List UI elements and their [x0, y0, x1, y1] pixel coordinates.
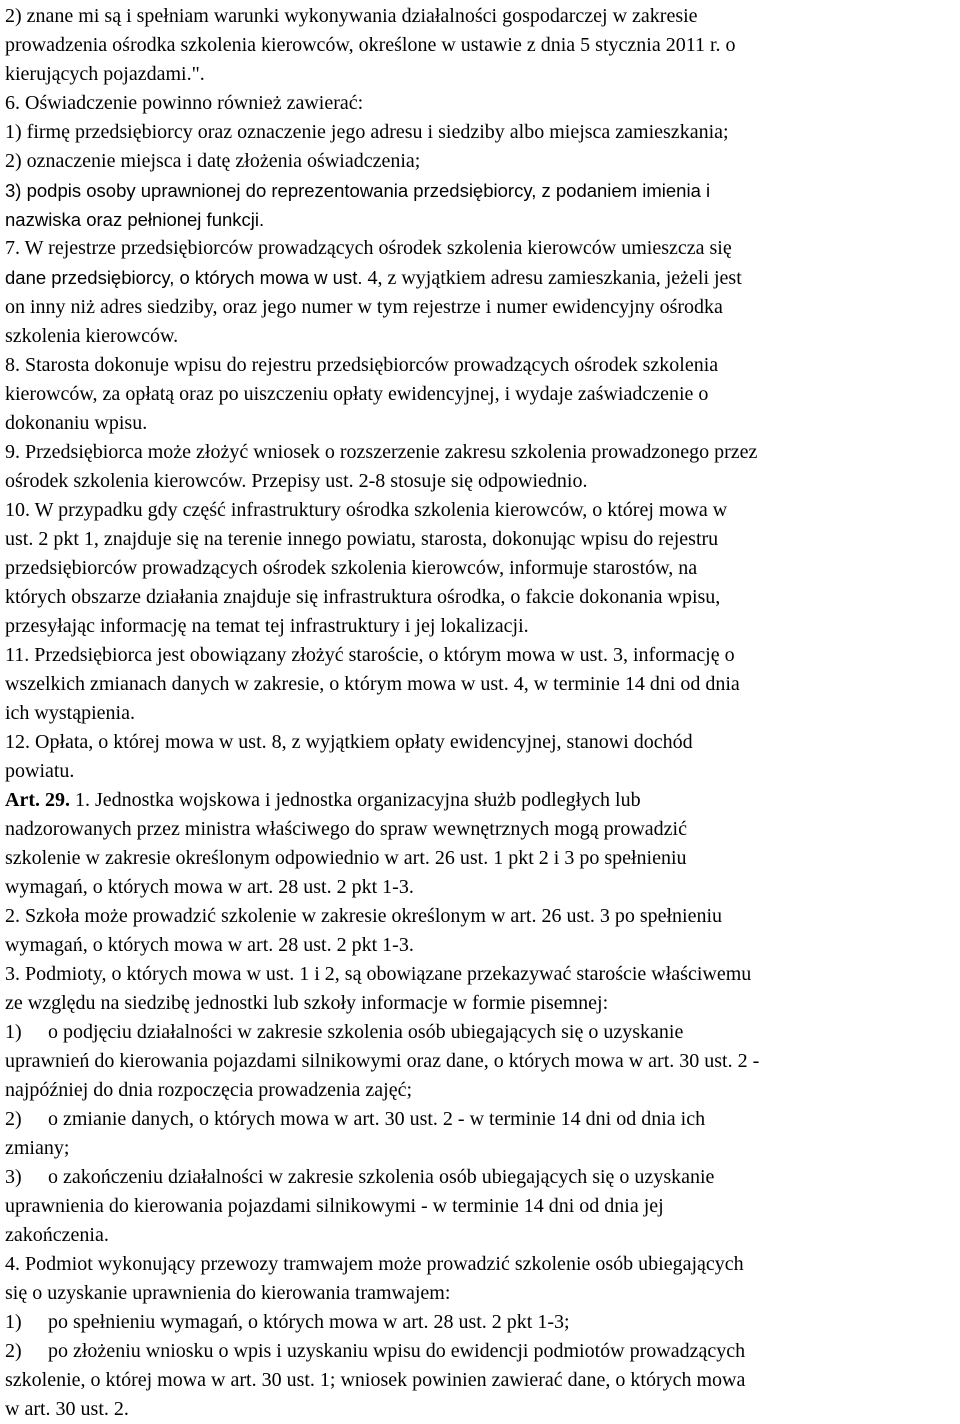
text-line: w art. 30 ust. 2.: [5, 1398, 129, 1420]
list-number: 2): [5, 1340, 22, 1362]
text-line: nadzorowanych przez ministra właściwego do spraw wewnętrznych mogą prowadzić: [5, 818, 687, 840]
list-number: 3): [5, 1166, 22, 1188]
text-line: których obszarze działania znajduje się infrastruktura ośrodka, o fakcie dokonania wpisu,: [5, 586, 721, 608]
text-line: szkolenia kierowców.: [5, 325, 179, 347]
text-line: [5, 1163, 952, 1192]
list-text: po złożeniu wniosku o wpis i uzyskaniu wpisu do ewidencji podmiotów prowadzących: [48, 1340, 746, 1362]
text-line: 12. Opłata, o której mowa w ust. 8, z wyjątkiem opłaty ewidencyjnej, stanowi dochód: [5, 731, 693, 753]
text-line: wszelkich zmianach danych w zakresie, o którym mowa w ust. 4, w terminie 14 dni od dnia: [5, 673, 740, 695]
text-line: przesyłając informację na temat tej infrastruktury i jej lokalizacji.: [5, 615, 529, 637]
text-line: zmiany;: [5, 1137, 70, 1159]
text-line: 6. Oświadczenie powinno również zawierać:: [5, 92, 364, 114]
text-line: 10. W przypadku gdy część infrastruktury ośrodka szkolenia kierowców, o której mowa w: [5, 499, 728, 521]
list-text: o zakończeniu działalności w zakresie szkolenia osób ubiegających się o uzyskanie: [48, 1166, 715, 1188]
text-line: 2) znane mi są i spełniam warunki wykonywania działalności gospodarczej w zakresie: [5, 5, 698, 27]
text-line: [5, 1308, 952, 1337]
text-line: 2. Szkoła może prowadzić szkolenie w zakresie określonym w art. 26 ust. 3 po spełnieniu: [5, 905, 723, 927]
text-line: 11. Przedsiębiorca jest obowiązany złożyć staroście, o którym mowa w ust. 3, informację o: [5, 644, 735, 666]
text-line: uprawnień do kierowania pojazdami silnikowymi oraz dane, o których mowa w art. 30 ust. 2 -: [5, 1050, 760, 1072]
text-fragment: dane przedsiębiorcy, o których mowa w ust.: [5, 267, 363, 288]
text-line: 2) oznaczenie miejsca i datę złożenia oświadczenia;: [5, 150, 421, 172]
text-line: dane przedsiębiorcy, o których mowa w ust. 4, z wyjątkiem adresu zamieszkania, jeżeli jest: [5, 267, 742, 289]
list-text: po spełnieniu wymagań, o których mowa w art. 28 ust. 2 pkt 1-3;: [48, 1311, 570, 1333]
text-line: ich wystąpienia.: [5, 702, 135, 724]
text-line: kierowców, za opłatą oraz po uiszczeniu opłaty ewidencyjnej, i wydaje zaświadczenie o: [5, 383, 709, 405]
list-number: 1): [5, 1021, 22, 1043]
text-line: wymagań, o których mowa w art. 28 ust. 2 pkt 1-3.: [5, 876, 414, 898]
text-line: [5, 1018, 952, 1047]
text-line: [5, 1105, 952, 1134]
text-line: 9. Przedsiębiorca może złożyć wniosek o rozszerzenie zakresu szkolenia prowadzonego przez: [5, 441, 758, 463]
text-line: 3. Podmioty, o których mowa w ust. 1 i 2, są obowiązane przekazywać staroście właściwemu: [5, 963, 752, 985]
text-line: dokonaniu wpisu.: [5, 412, 148, 434]
text-line: powiatu.: [5, 760, 75, 782]
text-line: ust. 2 pkt 1, znajduje się na terenie innego powiatu, starosta, dokonując wpisu do rejestru: [5, 528, 719, 550]
text-line: zakończenia.: [5, 1224, 109, 1246]
text-line: prowadzenia ośrodka szkolenia kierowców, określone w ustawie z dnia 5 stycznia 2011 r. o: [5, 34, 736, 56]
text-line: Art. 29. 1. Jednostka wojskowa i jednostka organizacyjna służb podległych lub: [5, 789, 641, 811]
text-line: najpóźniej do dnia rozpoczęcia prowadzenia zajęć;: [5, 1079, 413, 1101]
text-line: wymagań, o których mowa w art. 28 ust. 2 pkt 1-3.: [5, 934, 414, 956]
text-line: 8. Starosta dokonuje wpisu do rejestru przedsiębiorców prowadzących ośrodek szkolenia: [5, 354, 719, 376]
list-text: o podjęciu działalności w zakresie szkolenia osób ubiegających się o uzyskanie: [48, 1021, 684, 1043]
text-line: przedsiębiorców prowadzących ośrodek szkolenia kierowców, informuje starostów, na: [5, 557, 698, 579]
text-line: się o uzyskanie uprawnienia do kierowania tramwajem:: [5, 1282, 451, 1304]
text-line: 1) firmę przedsiębiorcy oraz oznaczenie jego adresu i siedziby albo miejsca zamieszkania;: [5, 121, 729, 143]
text-line: 7. W rejestrze przedsiębiorców prowadzących ośrodek szkolenia kierowców umieszcza się: [5, 237, 732, 259]
text-line: 3) podpis osoby uprawnionej do reprezentowania przedsiębiorcy, z podaniem imienia i: [5, 180, 711, 201]
article-heading: Art. 29.: [5, 789, 70, 811]
text-line: kierujących pojazdami.".: [5, 63, 205, 85]
text-line: nazwiska oraz pełnionej funkcji.: [5, 209, 265, 230]
text-line: szkolenie w zakresie określonym odpowiednio w art. 26 ust. 1 pkt 2 i 3 po spełnieniu: [5, 847, 687, 869]
text-line: 4. Podmiot wykonujący przewozy tramwajem może prowadzić szkolenie osób ubiegających: [5, 1253, 744, 1275]
list-number: 2): [5, 1108, 22, 1130]
text-line: ośrodek szkolenia kierowców. Przepisy ust. 2-8 stosuje się odpowiednio.: [5, 470, 588, 492]
list-text: o zmianie danych, o których mowa w art. 30 ust. 2 - w terminie 14 dni od dnia ich: [48, 1108, 706, 1130]
text-line: szkolenie, o której mowa w art. 30 ust. 1; wniosek powinien zawierać dane, o których mowa: [5, 1369, 746, 1391]
text-line: on inny niż adres siedziby, oraz jego numer w tym rejestrze i numer ewidencyjny ośrodka: [5, 296, 723, 318]
list-number: 1): [5, 1311, 22, 1333]
text-line: [5, 1337, 952, 1366]
text-line: uprawnienia do kierowania pojazdami silnikowymi - w terminie 14 dni od dnia jej: [5, 1195, 664, 1217]
text-line: ze względu na siedzibę jednostki lub szkoły informacje w formie pisemnej:: [5, 992, 609, 1014]
